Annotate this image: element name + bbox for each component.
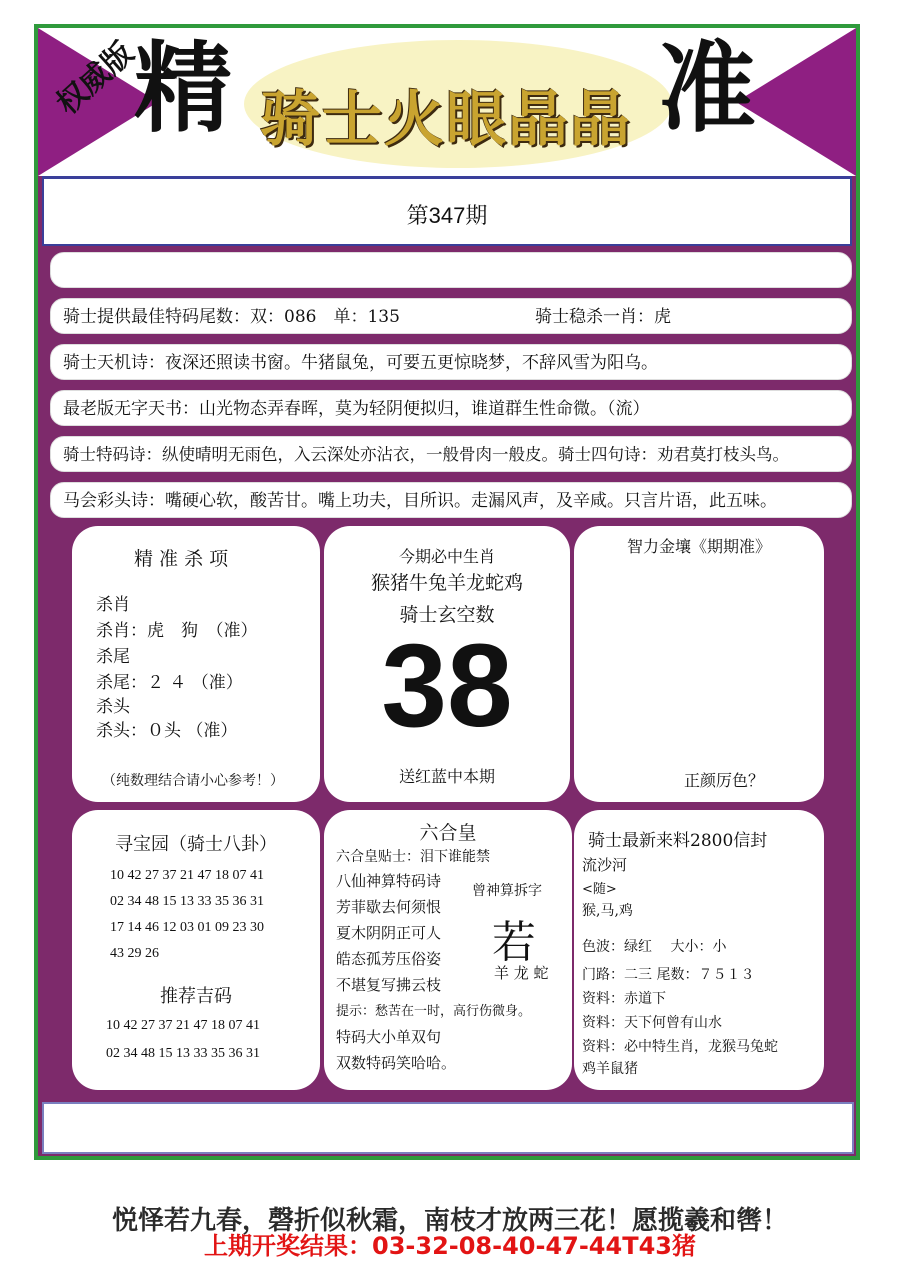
liuhe-title: 六合皇 [419, 822, 477, 844]
authority-badge: 权威版 [50, 35, 141, 122]
news-card [574, 810, 824, 1090]
treasure-numbers: 43 29 26 [110, 946, 159, 961]
mystery-label: 骑士玄空数 [399, 604, 495, 626]
news-info: 资料：天下何曾有山水 [582, 1015, 722, 1031]
kill-row: 杀肖：虎 狗 （准） [96, 621, 258, 641]
must-win-label: 今期必中生肖 [398, 547, 495, 566]
news-info: 鸡羊鼠猪 [582, 1061, 638, 1077]
kill-card [72, 526, 320, 802]
tail-number-line [50, 298, 852, 334]
news-line: 流沙河 [582, 856, 628, 874]
liuhe-hint: 提示：愁苦在一时，高行伤微身。 [336, 1004, 532, 1019]
extra-line: 双数特码笑哈哈。 [336, 1054, 457, 1072]
news-info: 资料：必中特生肖，龙猴马兔蛇 [582, 1039, 778, 1055]
poem-line: 夏木阴阴正可人 [336, 924, 442, 942]
liuhe-card [324, 810, 572, 1090]
treasure-numbers: 10 42 27 37 21 47 18 07 41 [110, 868, 264, 883]
last-result: 上期开奖结果：03-32-08-40-47-44T43猪 [204, 1232, 696, 1260]
kill-row: 杀尾 [96, 647, 130, 667]
kill-row: 杀头 [96, 697, 130, 717]
news-info: 资料：赤道下 [582, 991, 666, 1007]
kill-row: 杀肖 [96, 595, 130, 615]
news-line: 猴,马,鸡 [582, 903, 633, 919]
treasure-title: 寻宝园（骑士八卦） [115, 834, 277, 855]
treasure-numbers: 17 14 46 12 03 01 09 23 30 [110, 920, 264, 935]
poem-line: 皓态孤芳压俗姿 [336, 950, 442, 968]
poem-line-2: 最老版无字天书：山光物态弄春晖，莫为轻阴便拟归，谁道群生性命微。（流） [50, 390, 852, 426]
news-title: 骑士最新来料2800信封 [588, 831, 768, 851]
issue-number: 第347期 [406, 203, 488, 228]
smart-card [574, 526, 824, 802]
blank-line [50, 252, 852, 288]
lucky-title: 推荐吉码 [160, 986, 232, 1007]
center-bottom-text: 送红蓝中本期 [398, 767, 495, 786]
split-char: 若 [492, 917, 536, 968]
lucky-numbers: 02 34 48 15 13 33 35 36 31 [106, 1046, 260, 1061]
footer-box [42, 1102, 854, 1154]
left-big-char: 精 [134, 31, 233, 146]
news-road: 门路：二三 尾数：７５１３ [582, 967, 755, 983]
treasure-numbers: 02 34 48 15 13 33 35 36 31 [110, 894, 264, 909]
news-line: <随> [582, 882, 617, 897]
kill-row: 杀尾：２ ４ （准） [96, 673, 243, 693]
poem-line: 不堪复写拂云枝 [336, 976, 442, 994]
kill-card-title: 精 准 杀 项 [134, 548, 229, 570]
poem-title: 八仙神算特码诗 [336, 872, 442, 890]
kill-one-text: 骑士稳杀一肖：虎 [535, 307, 671, 327]
poem-line-1: 骑士天机诗：夜深还照读书窗。牛猪鼠兔，可要五更惊晓梦，不辞风雪为阳乌。 [50, 344, 852, 380]
center-card [324, 526, 570, 802]
split-label: 曾神算拆字 [472, 883, 542, 899]
news-color: 色波：绿红 大小：小 [582, 939, 727, 955]
smart-card-bottom: 正颜厉色？ [684, 771, 765, 790]
kill-card-note: （纯数理结合请小心参考！） [102, 773, 284, 789]
poem-line-4: 马会彩头诗：嘴硬心软，酸苦甘。嘴上功夫，目所识。走漏风声，及辛咸。只言片语，此五味。 [50, 482, 852, 518]
main-frame [34, 24, 860, 1160]
must-win-zodiac: 猴猪牛兔羊龙蛇鸡 [370, 572, 523, 594]
poem-line-3: 骑士特码诗：纵使晴明无雨色，入云深处亦沾衣，一般骨肉一般皮。骑士四句诗：劝君莫打枝头鸟。 [50, 436, 852, 472]
lucky-numbers: 10 42 27 37 21 47 18 07 41 [106, 1018, 260, 1033]
bottom-poem: 悦怿若九春，磬折似秋霜，南枝才放两三花！愿揽羲和辔！ [111, 1206, 788, 1236]
tail-number-text: 骑士提供最佳特码尾数：双：086 单：135 [63, 307, 400, 327]
issue-bar [42, 176, 852, 246]
kill-row: 杀头：０头 （准） [96, 721, 238, 741]
split-zodiac: 羊 龙 蛇 [494, 964, 549, 982]
header [38, 28, 856, 176]
treasure-card [72, 810, 320, 1090]
liuhe-sticker: 六合皇贴士：泪下谁能禁 [336, 849, 490, 865]
mystery-number: 38 [381, 620, 513, 752]
right-big-char: 准 [658, 31, 757, 146]
extra-line: 特码大小单双句 [336, 1028, 442, 1046]
page-title: 骑士火眼晶晶 [260, 85, 632, 155]
smart-card-title: 智力金壤《期期准》 [626, 537, 771, 556]
poem-line: 芳菲歇去何须恨 [336, 898, 442, 916]
